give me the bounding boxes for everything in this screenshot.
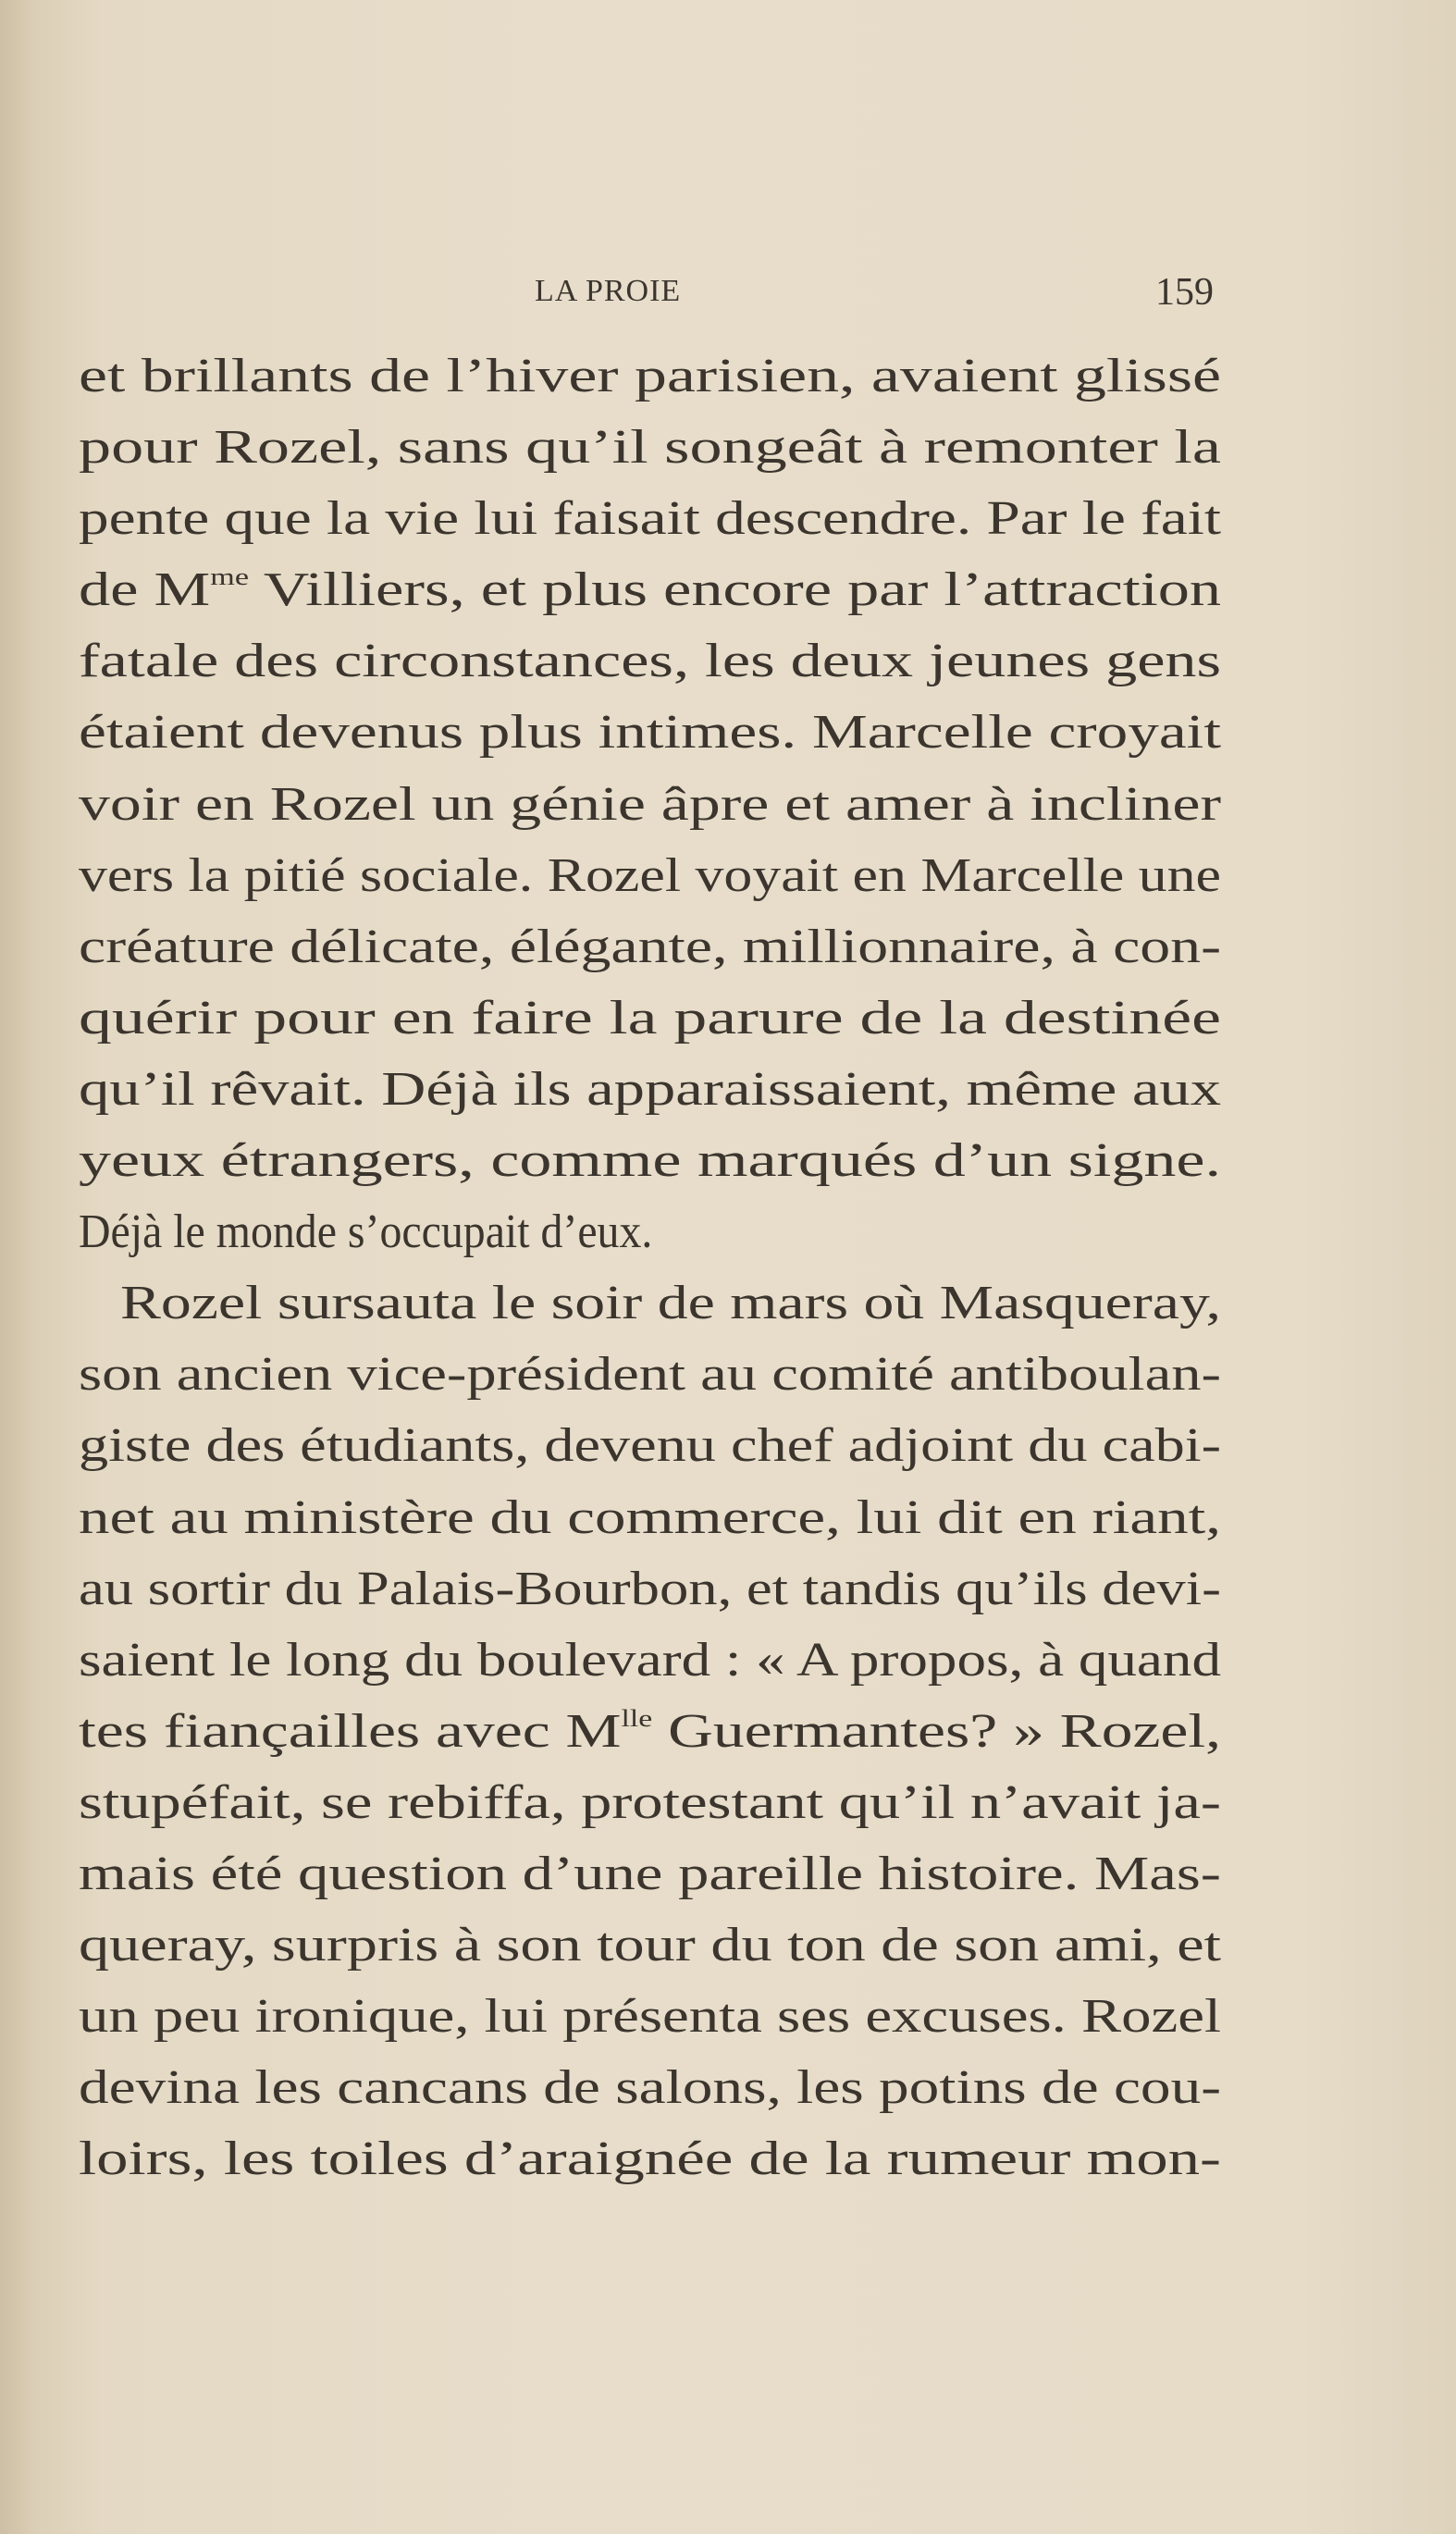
text-line: stupéfait, se rebiffa, protestant qu’il n’avait ja- [79, 1775, 1221, 1829]
text-line: son ancien vice-président au comité antiboulan- [79, 1348, 1221, 1402]
text-line: de $M^{me}$ Villiers, et plus encore par l’attraction [79, 563, 1221, 617]
text-line: pour Rozel, sans qu’il songeât à remonter la [79, 421, 1221, 475]
text-line: un peu ironique, lui présenta ses excuses. Rozel [79, 1990, 1221, 2044]
text-line: qu’il rêvait. Déjà ils apparaissaient, même aux [79, 1062, 1221, 1116]
text-line: yeux étrangers, comme marqués d’un signe. [79, 1134, 1221, 1188]
text-line: créature délicate, élégante, millionnaire, à con- [79, 920, 1221, 973]
text-line: pente que la vie lui faisait descendre. Par le fait [79, 492, 1221, 546]
body-text [79, 340, 1221, 2194]
paragraph-start-line: Rozel sursauta le soir de mars où Masqueray, [120, 1277, 1221, 1330]
text-line: saient le long du boulevard : « A propos, à quand [79, 1633, 1221, 1687]
page-number: 159 [1155, 271, 1214, 314]
text-line: devina les cancans de salons, les potins de cou- [79, 2061, 1221, 2115]
text-line: queray, surpris à son tour du ton de son ami, et [79, 1919, 1221, 1972]
paragraph-end-line: Déjà le monde s’occupait d’eux. [79, 1205, 653, 1259]
text-line: tes fiançailles avec $M^{lle}$ Guermantes? » Rozel, [79, 1704, 1221, 1758]
text-line: mais été question d’une pareille histoire. Mas- [79, 1847, 1221, 1900]
text-line: net au ministère du commerce, lui dit en riant, [79, 1490, 1221, 1544]
running-title: LA PROIE [535, 274, 682, 308]
text-line: voir en Rozel un génie âpre et amer à incliner [79, 777, 1221, 831]
text-line: et brillants de l’hiver parisien, avaient glissé [79, 350, 1221, 402]
text-line: quérir pour en faire la parure de la destinée [79, 991, 1221, 1045]
text-line: étaient devenus plus intimes. Marcelle croyait [79, 706, 1221, 760]
text-line: vers la pitié sociale. Rozel voyait en Marcelle une [79, 848, 1221, 902]
text-line: au sortir du Palais-Bourbon, et tandis qu’ils devi- [79, 1562, 1221, 1615]
text-line: fatale des circonstances, les deux jeunes gens [79, 635, 1221, 688]
superscript: lle [621, 1704, 653, 1732]
running-header [0, 271, 1456, 320]
text-line: loirs, les toiles d’araignée de la rumeur mon- [79, 2132, 1221, 2186]
text-line: giste des étudiants, devenu chef adjoint du cabi- [79, 1419, 1221, 1473]
superscript: me [210, 563, 250, 591]
